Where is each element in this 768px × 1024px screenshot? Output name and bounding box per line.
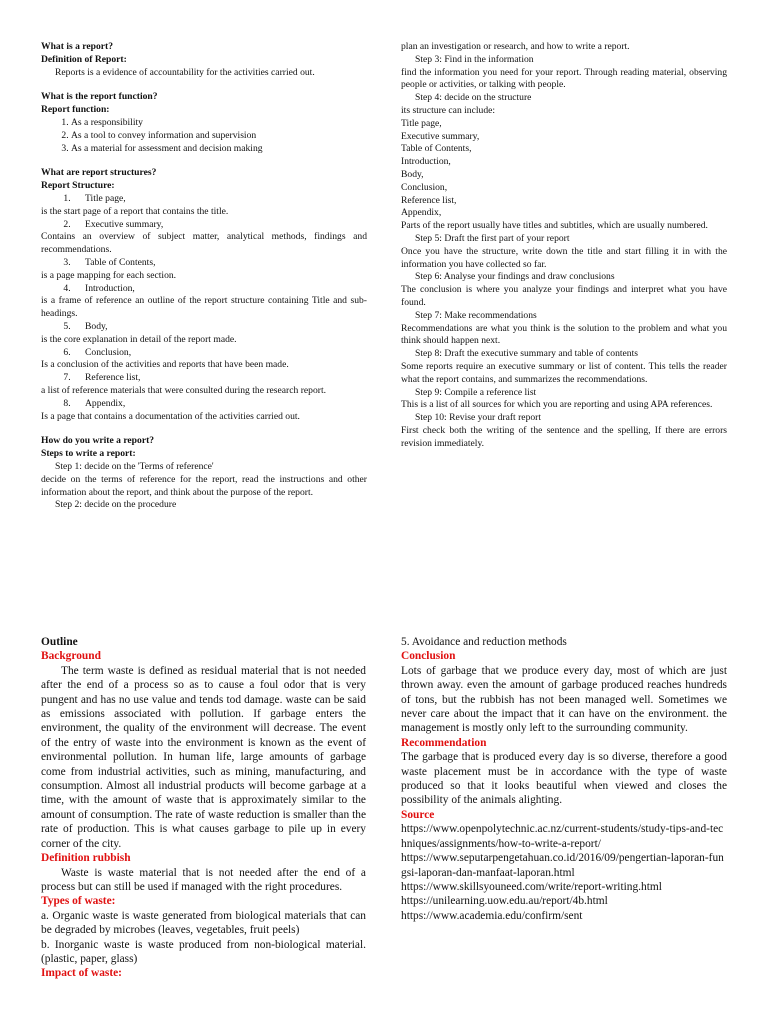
- question-report-structures: What are report structures?: [41, 167, 157, 179]
- structure-item: [41, 372, 367, 385]
- background-heading: Background: [41, 650, 101, 663]
- step-title: Step 3: Find in the information: [415, 53, 534, 65]
- structure-desc: is a page mapping for each section.: [41, 269, 177, 281]
- structure-desc: is a frame of reference an outline of the report structure containing Title and sub-headings.: [41, 295, 367, 320]
- step-title: Step 10: Revise your draft report: [415, 412, 542, 424]
- structure-list-item: Table of Contents,: [401, 143, 472, 155]
- structure-item: [41, 283, 367, 296]
- outline-heading: Outline: [41, 636, 78, 648]
- source-heading: Source: [401, 808, 435, 821]
- page1-right-column: [401, 41, 727, 451]
- step-text: decide on the terms of reference for the report, read the instructions and other information about the report, and think about the purpose of the report.: [41, 473, 367, 498]
- page2-left-column: [41, 635, 366, 981]
- structure-list-item: Body,: [401, 168, 424, 180]
- step-text: plan an investigation or research, and how to write a report.: [401, 41, 630, 52]
- structure-desc: Contains an overview of subject matter, analytical methods, findings and recommendations.: [41, 231, 367, 256]
- step-text: find the information you need for your report. Through reading material, observing people or activities, or talking with people.: [401, 66, 727, 91]
- structure-list-item: Executive summary,: [401, 130, 480, 142]
- question-what-is-report: What is a report?: [41, 41, 114, 52]
- structure-desc: is the core explanation in detail of the report made.: [41, 333, 237, 345]
- source-link: https://www.academia.edu/confirm/sent: [401, 909, 583, 922]
- question-report-function: What is the report function?: [41, 91, 158, 103]
- definition-heading: Definition of Report:: [41, 53, 127, 65]
- structure-list-item: Conclusion,: [401, 181, 448, 193]
- structure-item: [41, 321, 367, 334]
- structure-list-item: Appendix,: [401, 207, 442, 219]
- structure-list-item: Reference list,: [401, 194, 457, 206]
- function-item: 2. As a tool to convey information and supervision: [71, 130, 367, 143]
- step-title: Step 8: Draft the executive summary and table of contents: [415, 348, 638, 360]
- structure-label: 3. Table of Contents,: [73, 257, 367, 270]
- step-text: Once you have the structure, write down the title and start filling it in with the information you have collected so far.: [401, 245, 727, 270]
- definition-rubbish-text: Waste is waste material that is not needed after the end of a process but can still be used if managed with the right procedures.: [41, 866, 366, 893]
- structure-label: 5. Body,: [73, 321, 367, 334]
- function-heading: Report function:: [41, 104, 110, 116]
- question-how-write-report: How do you write a report?: [41, 435, 155, 447]
- structure-label: 2. Executive summary,: [73, 219, 367, 232]
- recommendation-text: The garbage that is produced every day is so diverse, therefore a good waste placement must be in accordance with the type of waste produced so that it looks beautiful when viewed and closes the possibility of the animals alighting.: [401, 751, 727, 807]
- outline-item-5: 5. Avoidance and reduction methods: [401, 636, 567, 648]
- step-text: This is a list of all sources for which you are reporting and using APA references.: [401, 399, 713, 411]
- structure-item: [41, 257, 367, 270]
- step-title: Step 2: decide on the procedure: [55, 499, 177, 511]
- structure-item: [41, 219, 367, 232]
- page2-right-column: [401, 635, 727, 923]
- step-text: Recommendations are what you think is the solution to the problem and what you think should happen next.: [401, 322, 727, 347]
- source-link: https://www.openpolytechnic.ac.nz/current-students/study-tips-and-techniques/assignments/how-to-write-a-report/: [401, 823, 724, 850]
- step-title: Step 7: Make recommendations: [415, 309, 537, 321]
- type-inorganic: b. Inorganic waste is waste produced from non-biological material. (plastic, paper, glass): [41, 938, 366, 965]
- structure-label: 1. Title page,: [73, 193, 367, 206]
- structure-desc: Is a page that contains a documentation of the activities carried out.: [41, 410, 300, 422]
- types-heading: Types of waste:: [41, 895, 116, 908]
- step-title: Step 1: decide on the 'Terms of reference': [55, 460, 214, 472]
- structure-list-item: Introduction,: [401, 156, 451, 168]
- structure-label: 8. Appendix,: [73, 398, 367, 411]
- step-text: Parts of the report usually have titles and subtitles, which are usually numbered.: [401, 220, 708, 232]
- step-text: First check both the writing of the sentence and the spelling, If there are errors revision immediately.: [401, 424, 727, 449]
- step-text: Some reports require an executive summary or list of content. This tells the reader what the report contains, and summarizes the recommendations.: [401, 360, 727, 385]
- step-text: its structure can include:: [401, 104, 496, 116]
- structure-label: 4. Introduction,: [73, 283, 367, 296]
- structure-label: 7. Reference list,: [73, 372, 367, 385]
- structure-list-item: Title page,: [401, 117, 442, 129]
- background-text: The term waste is defined as residual material that is not needed after the end of a process so as to cause a foul odor that is very pungent and has no use value and tends tod damage. waste can be said as emissions associated with pollution. If garbage enters the environment, the quality of the environment will decrease. The event of the entry of waste into the environment is known as the event of environmental pollution. In human life, large amounts of garbage come from industrial activities, such as mining, manufacturing, and consumption. Almost all industrial products will become garbage at a time, with the amount of waste that is approximately similar to the amount of consumption. The rate of waste reduction is smaller than the rate of production. This is what causes garbage to pile up in every corner of the city.: [41, 664, 366, 850]
- structure-label: 6. Conclusion,: [73, 347, 367, 360]
- steps-heading: Steps to write a report:: [41, 448, 136, 460]
- step-title: Step 5: Draft the first part of your report: [415, 232, 570, 244]
- definition-text: Reports is a evidence of accountability for the activities carried out.: [55, 66, 315, 78]
- type-organic: a. Organic waste is waste generated from biological materials that can be degraded by microbes (leaves, vegetables, fruit peels): [41, 909, 366, 937]
- step-text: The conclusion is where you analyze your findings and interpret what you have found.: [401, 284, 727, 308]
- structure-item: [41, 398, 367, 411]
- definition-rubbish-heading: Definition rubbish: [41, 852, 131, 865]
- conclusion-text: Lots of garbage that we produce every day, most of which are just thrown away. even the amount of garbage produced reaches hundreds of tons, but the rubbish has not been managed well. Sometimes we never care about the impact that it can have on the environment. the management is mostly only left to the surrounding community.: [401, 664, 727, 735]
- source-link: https://www.skillsyouneed.com/write/report-writing.html: [401, 880, 662, 893]
- source-link: https://unilearning.uow.edu.au/report/4b.html: [401, 895, 608, 908]
- function-item: 1. As a responsibility: [71, 117, 367, 130]
- function-list: [41, 117, 367, 155]
- structure-heading: Report Structure:: [41, 180, 115, 192]
- structure-item: [41, 347, 367, 360]
- page1-left-column: [41, 41, 367, 512]
- source-link: https://www.seputarpengetahuan.co.id/2016/09/pengertian-laporan-fungsi-laporan-dan-manfaat-laporan.html: [401, 852, 724, 879]
- recommendation-heading: Recommendation: [401, 736, 487, 749]
- structure-item: [41, 193, 367, 206]
- conclusion-heading: Conclusion: [401, 650, 456, 663]
- function-item: 3. As a material for assessment and decision making: [71, 143, 367, 156]
- structure-desc: a list of reference materials that were consulted during the research report.: [41, 384, 327, 396]
- impact-heading: Impact of waste:: [41, 967, 122, 980]
- step-title: Step 6: Analyse your findings and draw conclusions: [415, 271, 615, 283]
- structure-desc: Is a conclusion of the activities and reports that have been made.: [41, 359, 289, 371]
- structure-desc: is the start page of a report that contains the title.: [41, 205, 229, 217]
- step-title: Step 9: Compile a reference list: [415, 386, 537, 398]
- step-title: Step 4: decide on the structure: [415, 92, 532, 104]
